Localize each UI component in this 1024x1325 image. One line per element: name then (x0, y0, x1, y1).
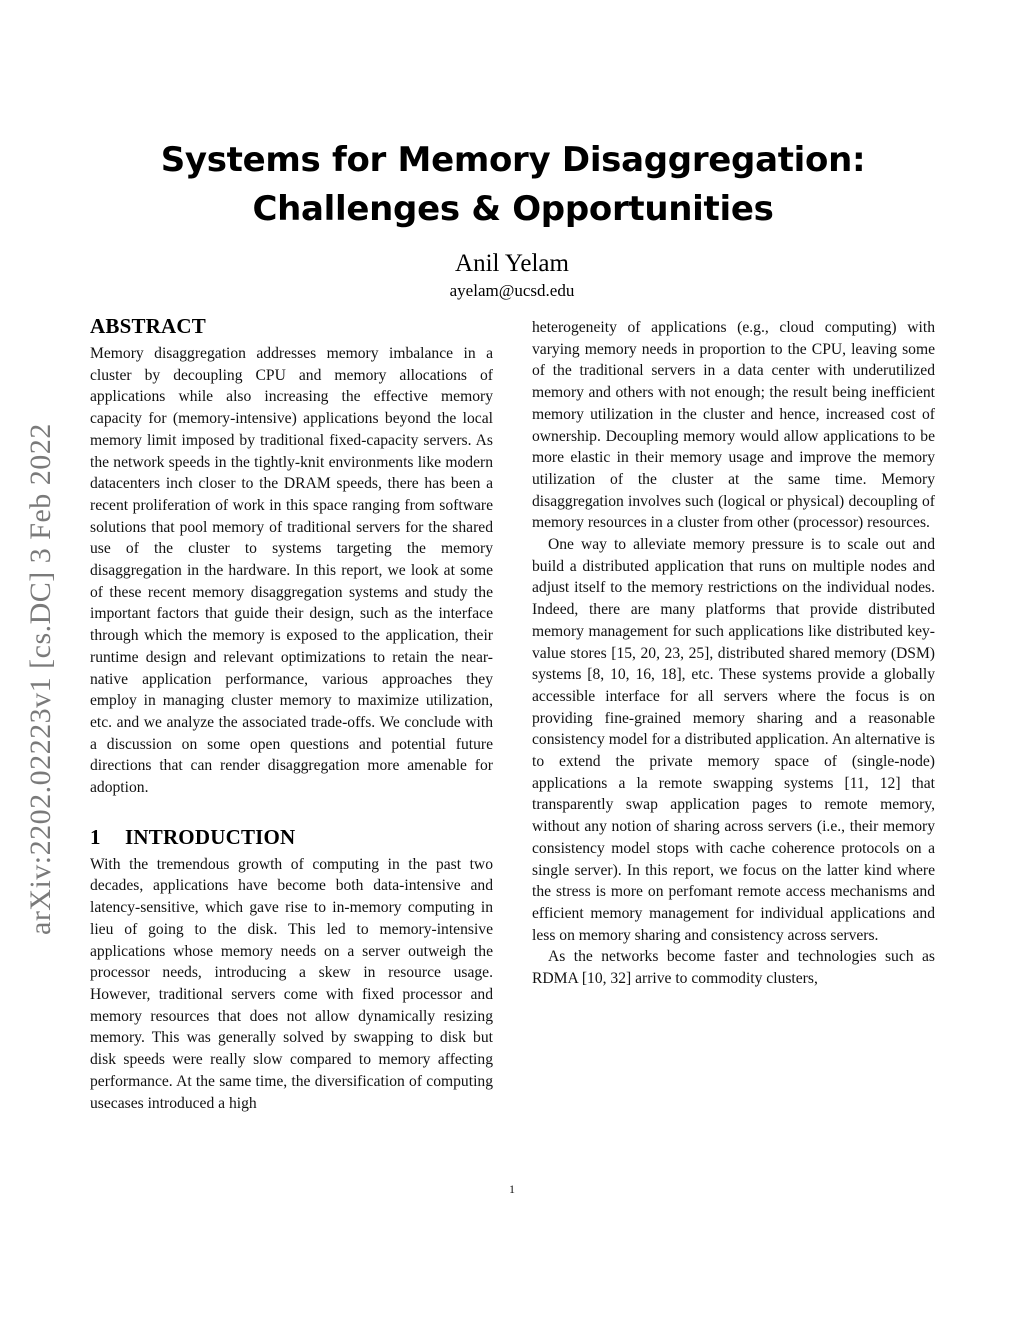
introduction-paragraph-3: As the networks become faster and technologies such as RDMA [10, 32] arrive to commodity clusters, (532, 948, 935, 988)
introduction-heading (90, 823, 493, 851)
section-number: 1 (90, 824, 101, 849)
introduction-paragraph-1-part-2: heterogeneity of applications (e.g., cloud computing) with varying memory needs in proportion to the CPU, leaving some of the traditional servers in a data center with underutilized memory and others with not enough; the result being inefficient memory utilization in the cluster and hence, increased cost of ownership. Decoupling memory would allow applications to be more elastic in their memory usage and improve the memory utilization of the cluster at the same time. Memory disaggregation involves such (logical or physical) decoupling of memory resources in a cluster from other (processor) resources. (532, 319, 935, 532)
paper-title (90, 136, 936, 234)
introduction-paragraph-2: One way to alleviate memory pressure is to scale out and build a distributed application that runs on multiple nodes and adjust itself to the memory restrictions on the individual nodes. Indeed, there are many platforms that provide distributed memory management for such applications like distributed key-value stores [15, 20, 23, 25], distributed shared memory (DSM) systems [8, 10, 16, 18], etc. These systems provide a globally accessible interface for all servers where the focus is on providing fine-grained memory sharing and a reasonable consistency model for a distributed application. An alternative is to extend the private memory space of (single-node) applications a la remote swapping systems [11, 12] that transparently swap application pages to remote memory, without any notion of sharing across servers (i.e., their memory consistency model stops with cache coherence protocols on a single server). In this report, we focus on the latter kind where the stress is more on perfomant remote access mechanisms and efficient memory management for individual applications and less on memory sharing and consistency across servers. (532, 536, 935, 944)
paper-title-line-1: Systems for Memory Disaggregation: (160, 140, 866, 180)
author-name: Anil Yelam (455, 250, 569, 277)
author-email: ayelam@ucsd.edu (449, 281, 575, 300)
paper-title-line-2: Challenges & Opportunities (252, 189, 774, 229)
right-column (532, 317, 935, 990)
introduction-paragraph-1-part-1: With the tremendous growth of computing in the past two decades, applications have become both data-intensive and latency-sensitive, which gave rise to in-memory computing in lieu of going to the disk. This led to memory-intensive applications whose memory needs on a server outweigh the processor needs, introducing a skew in resource usage. However, traditional servers come with fixed processor and memory resources that does not allow dynamically resizing memory. This was generally solved by swapping to disk but disk speeds were really slow compared to memory affecting performance. At the same time, the diversification of computing usecases introduced a high (90, 855, 493, 1112)
abstract-text: Memory disaggregation addresses memory imbalance in a cluster by decoupling CPU and memory allocations of applications while also increasing the effective memory capacity for (memory-intensive) applications beyond the local memory limit imposed by traditional fixed-capacity servers. As the network speeds in the tightly-knit environments like modern datacenters inch closer to the DRAM speeds, there has been a recent proliferation of work in this space ranging from software solutions that pool memory of traditional servers for the shared use of the cluster to systems targeting the memory disaggregation in the hardware. In this report, we look at some of these recent memory disaggregation systems and study the important factors that guide their design, such as the interface through which the memory is exposed to the application, their runtime design and relevant optimizations to retain the near-native application performance, various approaches they employ in managing cluster memory to maximize utilization, etc. and we analyze the associated trade-offs. We conclude with a discussion on some open questions and potential future directions that can render disaggregation more amenable for adoption. (90, 345, 493, 797)
arxiv-identifier-stamp: arXiv:2202.02223v1 [cs.DC] 3 Feb 2022 (24, 423, 57, 935)
abstract-heading-text: ABSTRACT (90, 314, 206, 338)
page-number: 1 (509, 1182, 515, 1196)
section-spacer (90, 799, 493, 823)
left-column (90, 312, 493, 1114)
abstract-heading (90, 312, 493, 340)
section-title: INTRODUCTION (125, 824, 296, 849)
